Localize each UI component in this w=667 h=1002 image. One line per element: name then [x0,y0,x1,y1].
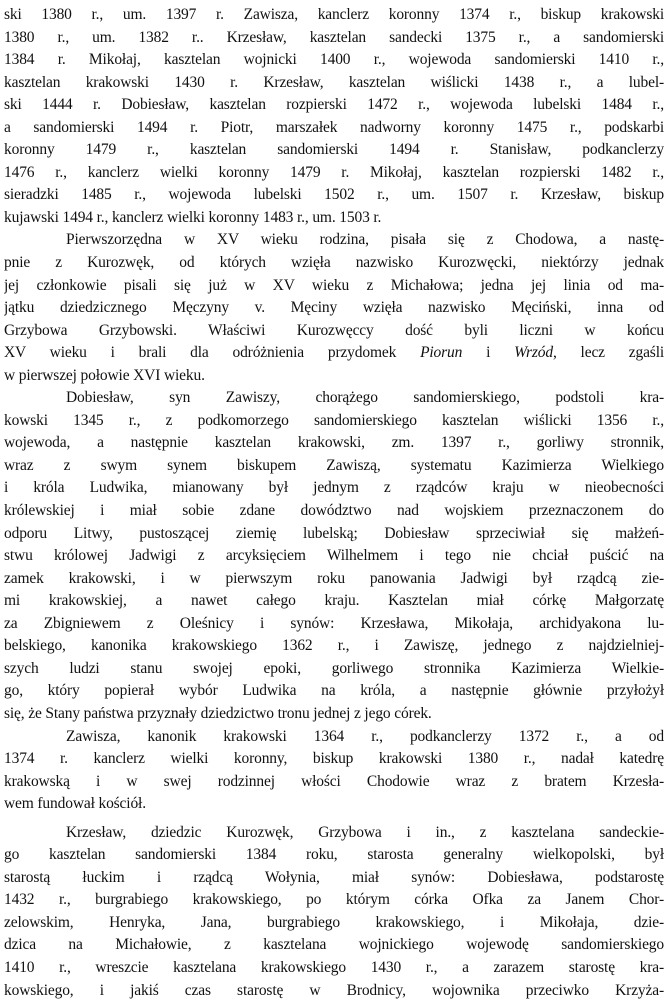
text-line: zamek krakowski, i w pierwszym roku panowania Jadwigi był rządcą zie- [4,569,664,587]
text-line: wojewoda, a następnie kasztelan krakowski, zm. 1397 r., gorliwy stronnik, [4,434,664,452]
text-line: sieradzki 1485 r., wojewoda lubelski 1502 r., um. 1507 r. Krzesław, biskup [4,186,664,204]
text-line: kowski 1345 r., z podkomorzego sandomierskiego kasztelan wiślicki 1356 r., [4,411,664,429]
text-line: kowskiego, i jakiś czas starostę w Brodnicy, wojownika przeciwko Krzyża- [4,981,664,999]
paragraph-krzeslaw [4,822,664,1002]
text-line: belskiego, kanonika krakowskiego 1362 r., i Zawiszę, jednego z najdzielniej- [4,637,664,655]
text-line: odporu Litwy, pustoszącej ziemię lubelską; Dobiesław sprzeciwiał się małżeń- [4,524,664,542]
text-line: zelowskim, Henryka, Jana, burgrabiego krakowskiego, i Mikołaja, dzie- [4,913,664,931]
text-line: jej członkowie pisali się już w XV wieku z Michałowa; jedna jej linia od ma- [4,276,664,294]
text-line: stwu królowej Jadwigi z arcyksięciem Wilhelmem i tego nie chciał puścić na [4,547,664,565]
text-line: dzica na Michałowie, z kasztelana wojnickiego wojewodę sandomierskiego [4,936,664,954]
text-line: wraz z swym synem biskupem Zawiszą, systematu Kazimierza Wielkiego [4,456,664,474]
text-line: krakowską i w swej rodzinnej włości Chodowie wraz z bratem Krzesła- [4,772,664,790]
text-line: 1380 r., um. 1382 r.. Krzesław, kasztelan sandecki 1375 r., a sandomierski [4,28,664,46]
paragraph-zawisza [4,726,664,816]
text-line: 1432 r., burgrabiego krakowskiego, po którym córka Ofka za Janem Chor- [4,891,664,909]
italic-nickname: Wrzód [514,344,553,362]
text-line: Grzybowa Grzybowski. Właściwi Kurozwęccy dość byli liczni w końcu [4,321,664,339]
document-page [4,4,664,1002]
text-line: Dobiesław, syn Zawiszy, chorążego sandomierskiego, podstoli kra- [66,389,664,407]
text-line: się, że Stany państwa przyznały dziedzictwo tronu jednej z jego córek. [4,704,432,722]
text-line: 1410 r., wreszcie kasztelana krakowskiego 1430 r., a zarazem starostę kra- [4,958,664,976]
text-line: kasztelan krakowski 1430 r. Krzesław, kasztelan wiślicki 1438 r., a lubel- [4,73,664,91]
text-line: koronny 1479 r., kasztelan sandomierski 1494 r. Stanisław, podkanclerzy [4,141,664,159]
text-line: w pierwszej połowie XVI wieku. [4,366,205,384]
text-line: Zawisza, kanonik krakowski 1364 r., podkanclerzy 1372 r., a od [66,727,664,745]
text-line: królewskiej i miał sobie zdane dowództwo nad wojskiem przeznaczonem do [4,502,664,520]
text-line: starostą łuckim i rządcą Wołynia, miał synów: Dobiesława, podstarostę [4,868,664,886]
text-line: go kasztelan sandomierski 1384 roku, starosta generalny wielkopolski, był [4,846,664,864]
text-line: i króla Ludwika, mianowany był jednym z rządców kraju w nieobecności [4,479,664,497]
text-line: za Zbigniewem z Oleśnicy i synów: Krzesława, Mikołaja, archidyakona lu- [4,614,664,632]
italic-nickname: Piorun [420,344,463,362]
text-line: ski 1444 r. Dobiesław, kasztelan rozpierski 1472 r., wojewoda lubelski 1484 r., [4,96,664,114]
text-line: pnie z Kurozwęk, od których wzięła nazwisko Kurozwęcki, niektórzy jednak [4,254,664,272]
text-line: Pierwszorzędna w XV wieku rodzina, pisała się z Chodowa, a nastę- [66,231,664,249]
text-line: wem fundował kościół. [4,795,146,813]
paragraph-family-origin [4,229,664,387]
text-line: kujawski 1494 r., kanclerz wielki koronny 1483 r., um. 1503 r. [4,208,382,226]
text-line: jątku dziedzicznego Męczyny v. Męciny wzięła nazwisko Męciński, inna od [4,299,664,317]
text-line: ski 1380 r., um. 1397 r. Zawisza, kanclerz koronny 1374 r., biskup krakowski [4,6,664,23]
text-line: a sandomierski 1494 r. Piotr, marszałek nadworny koronny 1475 r., podskarbi [4,118,664,136]
text-line: 1476 r., kanclerz wielki koronny 1479 r. Mikołaj, kasztelan rozpierski 1482 r., [4,163,664,181]
text-line: 1374 r. kanclerz wielki koronny, biskup krakowski 1380 r., nadał katedrę [4,750,664,768]
paragraph-dignitaries-list [4,4,664,229]
text-line: go, który popierał wybór Ludwika na króla, a następnie głównie przyłożył [4,682,664,700]
text-line: Krzesław, dziedzic Kurozwęk, Grzybowa i in., z kasztelana sandeckie- [66,823,664,841]
text-line: 1384 r. Mikołaj, kasztelan wojnicki 1400 r., wojewoda sandomierski 1410 r., [4,51,664,69]
text-line: XV wieku i brali dla odróżnienia przydomek Piorun i Wrzód, lecz zgaśli [4,344,664,362]
paragraph-dobieslaw [4,387,664,725]
text-line: mi krakowskiej, a nawet całego kraju. Kasztelan miał córkę Małgorzatę [4,592,664,610]
text-line: szych ludzi stanu swojej epoki, gorliwego stronnika Kazimierza Wielkie- [4,659,664,677]
